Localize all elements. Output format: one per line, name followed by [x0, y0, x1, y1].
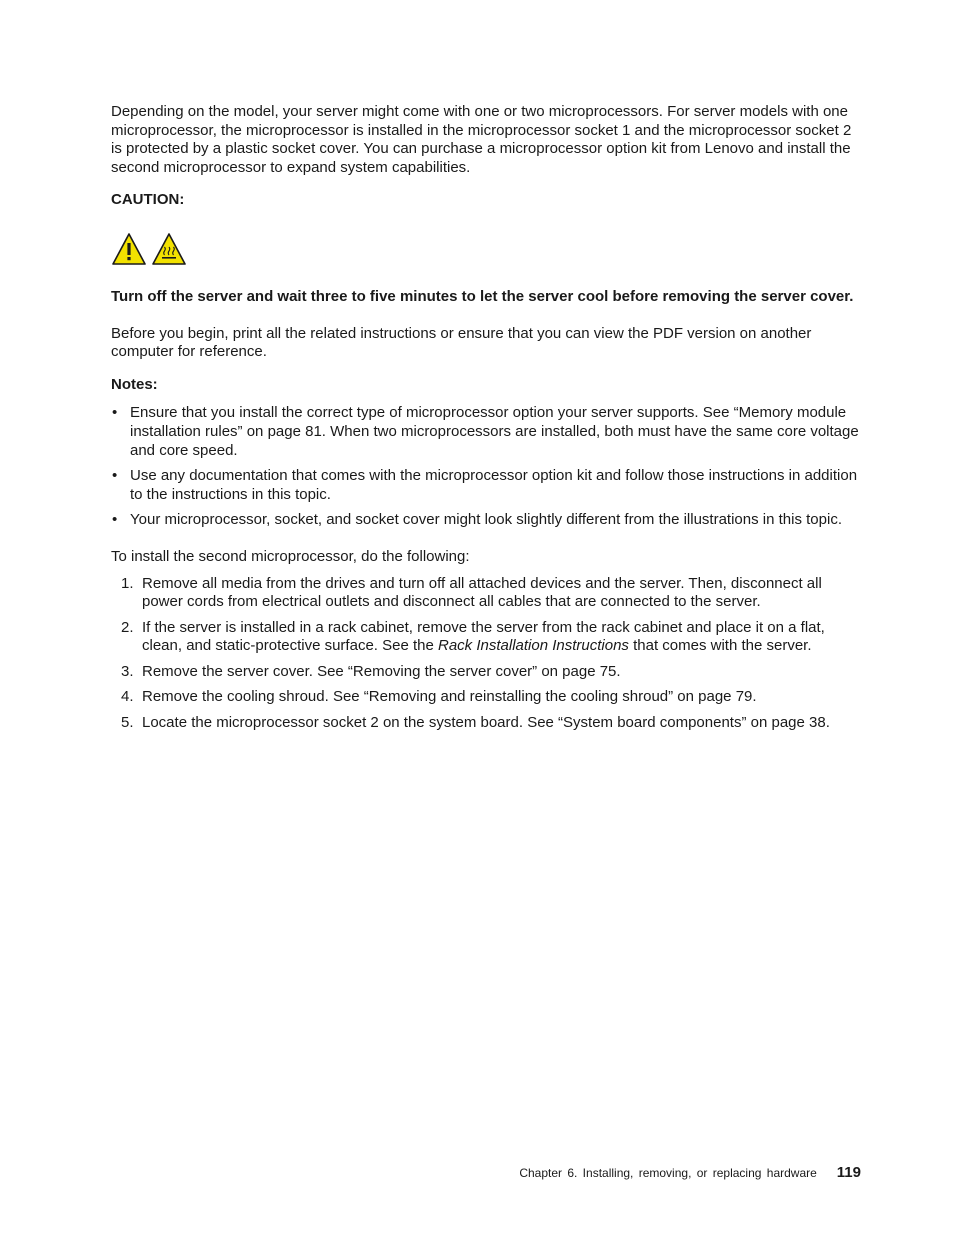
note-text: Your microprocessor, socket, and socket cover might look slightly different from the illustrations in this topic. — [130, 511, 842, 529]
before-you-begin-text: Before you begin, print all the related instructions or ensure that you can view the PDF version on another computer for reference. — [111, 324, 812, 361]
note-text: Use any documentation that comes with the microprocessor option kit and follow those instructions in addition to the instructions in this topic. — [130, 467, 858, 503]
page-content — [111, 103, 863, 740]
list-item — [111, 575, 863, 612]
document-title: Rack Installation Instructions — [438, 637, 629, 655]
intro-paragraph: Depending on the model, your server might come with one or two microprocessors. For server models with one microprocessor, the microprocessor is installed in the microprocessor socket 1 and the microprocessor socket 2 is protected by a plastic socket cover. You can purchase a microprocessor option kit from Lenovo and install the second microprocessor to expand system capabilities. — [111, 103, 852, 176]
step-number: 3. — [121, 662, 134, 680]
bullet-glyph: • — [112, 404, 118, 422]
step-number: 1. — [121, 574, 134, 592]
notes-list — [111, 404, 863, 530]
step-text: Remove all media from the drives and turn off all attached devices and the server. Then, disconnect all power cords from electrical outlets and disconnect all cables that are connected to the server. — [142, 574, 822, 611]
steps-intro: To install the second microprocessor, do the following: — [111, 547, 470, 565]
page-footer — [519, 1164, 861, 1181]
steps-list — [111, 575, 863, 733]
list-item — [111, 714, 863, 733]
list-item — [111, 619, 863, 656]
page-number: 119 — [836, 1164, 861, 1181]
list-item — [111, 688, 863, 707]
list-item — [111, 663, 863, 682]
step-number: 5. — [121, 714, 134, 732]
step-number: 2. — [121, 618, 134, 636]
note-text: Ensure that you install the correct type of microprocessor option your server supports. See “Memory module installation rules” on page 81. When two microprocessors are installed, both must have the same core voltage and core speed. — [130, 404, 859, 459]
caution-label: CAUTION: — [111, 191, 185, 209]
list-item — [111, 404, 863, 460]
step-text: Remove the server cover. See “Removing the server cover” on page 75. — [142, 662, 621, 680]
notes-label: Notes: — [111, 375, 158, 393]
hot-surface-warning-icon — [151, 232, 187, 266]
step-number: 4. — [121, 688, 134, 706]
exclamation-warning-icon — [111, 232, 147, 266]
warning-text: Turn off the server and wait three to five minutes to let the server cool before removing the server cover. — [111, 287, 854, 305]
bullet-glyph: • — [112, 511, 118, 529]
caution-icons — [111, 232, 863, 266]
list-item — [111, 467, 863, 504]
step-text-end: that comes with the server. — [628, 637, 812, 655]
list-item — [111, 511, 863, 530]
chapter-title: Chapter 6. Installing, removing, or replacing hardware — [519, 1166, 817, 1180]
bullet-glyph: • — [112, 467, 118, 485]
step-text: Remove the cooling shroud. See “Removing and reinstalling the cooling shroud” on page 79. — [142, 688, 757, 706]
step-text-start: If the server is installed in a rack cabinet, remove the server from the rack cabinet and place it on a flat, clean, and static-protective surface. See the — [142, 618, 825, 655]
step-text: Locate the microprocessor socket 2 on the system board. See “System board components” on page 38. — [142, 714, 830, 732]
